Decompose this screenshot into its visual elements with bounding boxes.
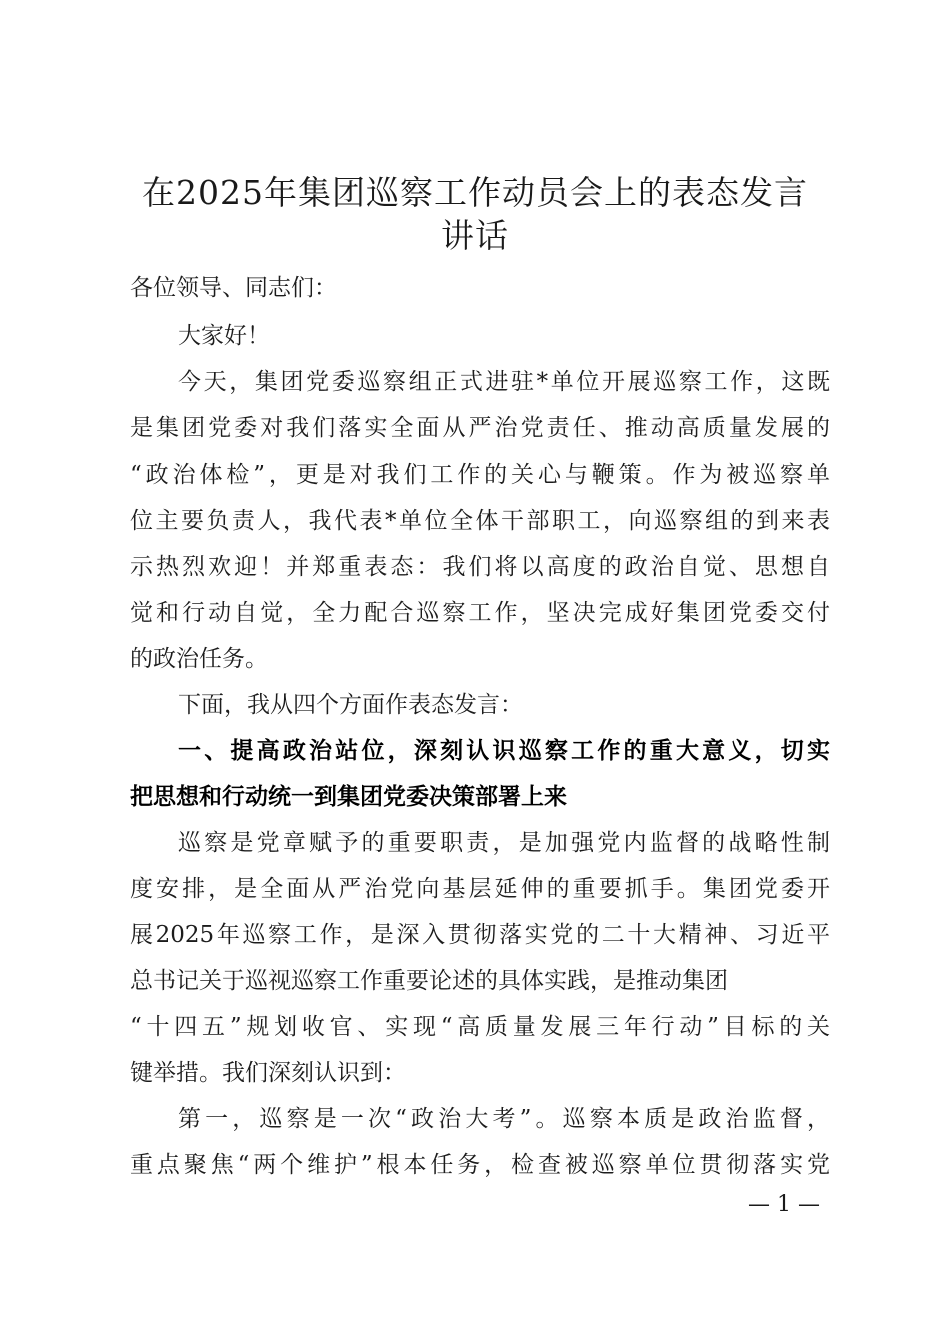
section-heading-line: 一、提高政治站位，深刻认识巡察工作的重大意义，切实 — [178, 738, 830, 764]
paragraph-line: 的政治任务。 — [130, 646, 268, 672]
document-title-line-2: 讲话 — [441, 216, 509, 255]
paragraph-line: 展2025年巡察工作，是深入贯彻落实党的二十大精神、习近平 — [130, 922, 830, 948]
document-title-line-1: 在2025年集团巡察工作动员会上的表态发言 — [142, 173, 808, 212]
paragraph-line: 位主要负责人，我代表*单位全体干部职工，向巡察组的到来表 — [130, 508, 830, 534]
page-number: — 1 — — [748, 1192, 820, 1217]
paragraph-line: 键举措。我们深刻认识到： — [130, 1060, 406, 1086]
paragraph-line: 今天，集团党委巡察组正式进驻*单位开展巡察工作，这既 — [178, 369, 830, 395]
paragraph-line: 重点聚焦“两个维护”根本任务，检查被巡察单位贯彻落实党 — [130, 1152, 830, 1178]
paragraph-line: 是集团党委对我们落实全面从严治党责任、推动高质量发展的 — [130, 415, 830, 441]
paragraph-line: 总书记关于巡视巡察工作重要论述的具体实践，是推动集团 — [130, 968, 728, 994]
paragraph-line: 巡察是党章赋予的重要职责，是加强党内监督的战略性制 — [178, 830, 830, 856]
paragraph-line: 觉和行动自觉，全力配合巡察工作，坚决完成好集团党委交付 — [130, 600, 830, 626]
salutation: 各位领导、同志们： — [130, 275, 337, 301]
paragraph-line: 度安排，是全面从严治党向基层延伸的重要抓手。集团党委开 — [130, 876, 830, 902]
paragraph-line: 第一，巡察是一次“政治大考”。巡察本质是政治监督， — [178, 1106, 830, 1132]
section-heading-line: 把思想和行动统一到集团党委决策部署上来 — [130, 784, 567, 810]
paragraph-line: 示热烈欢迎！并郑重表态：我们将以高度的政治自觉、思想自 — [130, 554, 830, 580]
paragraph-line: 下面，我从四个方面作表态发言： — [178, 692, 523, 718]
paragraph-line: “政治体检”，更是对我们工作的关心与鞭策。作为被巡察单 — [130, 462, 830, 488]
paragraph-line: “十四五”规划收官、实现“高质量发展三年行动”目标的关 — [130, 1014, 830, 1040]
greeting: 大家好！ — [178, 323, 270, 349]
